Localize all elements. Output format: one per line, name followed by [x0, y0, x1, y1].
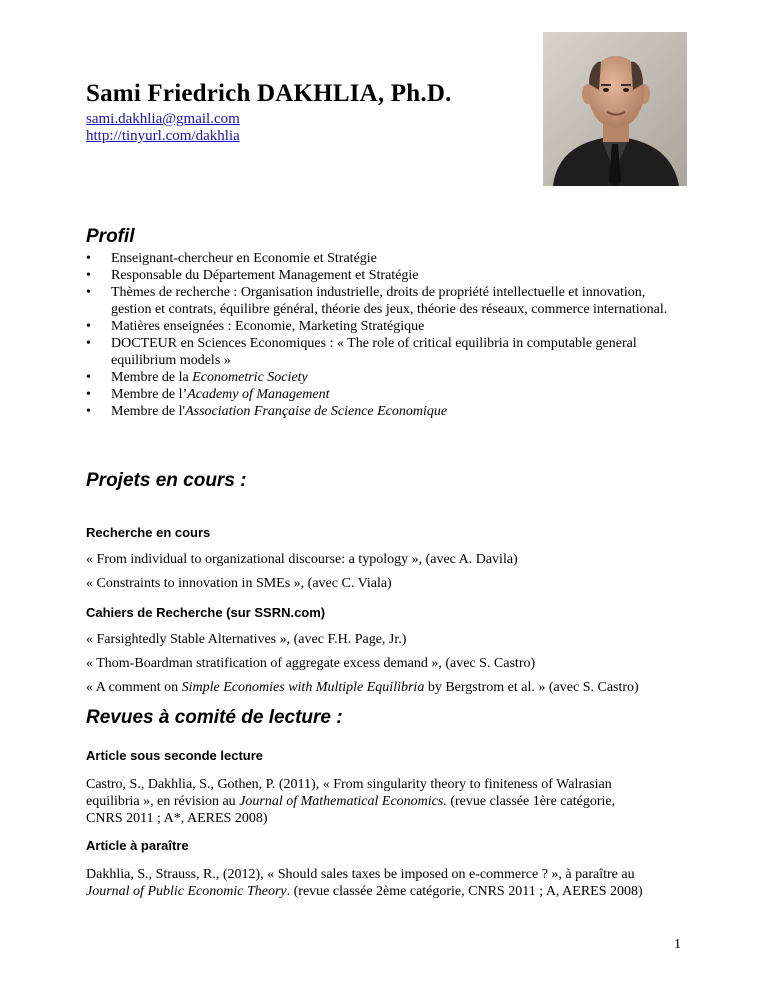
- list-item-prefix: Membre de l': [111, 404, 186, 419]
- text-segment: by Bergstrom et al. » (avec S. Castro): [424, 680, 639, 695]
- review-line: CNRS 2011 ; A*, AERES 2008): [86, 811, 268, 826]
- ongoing-item: « From individual to organizational discourse: a typology », (avec A. Davila): [86, 552, 518, 567]
- portrait-photo: [543, 32, 687, 186]
- subheading-ongoing-research: Recherche en cours: [86, 525, 211, 540]
- ongoing-item: « Constraints to innovation in SMEs », (avec C. Viala): [86, 576, 392, 591]
- list-item-prefix: Membre de la: [111, 370, 193, 385]
- journal-name: Journal of Mathematical Economics.: [239, 794, 447, 809]
- list-item-italic: Econometric Society: [192, 370, 308, 385]
- paper-item: « Thom-Boardman stratification of aggregate excess demand », (avec S. Castro): [86, 656, 536, 671]
- page-number: 1: [674, 937, 681, 952]
- list-item: • DOCTEUR en Sciences Economiques : « The role of critical equilibria in computable general equilibrium models »: [86, 335, 686, 369]
- paper-item: « Farsightedly Stable Alternatives », (avec F.H. Page, Jr.): [86, 632, 407, 647]
- list-item: [86, 369, 686, 386]
- homepage-link[interactable]: http://tinyurl.com/dakhlia: [86, 128, 240, 144]
- section-heading-journals: Revues à comité de lecture :: [86, 707, 343, 728]
- review-line: Castro, S., Dakhlia, S., Gothen, P. (2011), « From singularity theory to finiteness of Walrasian: [86, 777, 612, 792]
- paper-item: [86, 679, 696, 696]
- text-segment: equilibria », en révision au: [86, 794, 240, 809]
- text-segment: (revue classée 1ère catégorie,: [446, 794, 616, 809]
- text-segment-italic: Simple Economies with Multiple Equilibria: [181, 680, 425, 695]
- list-item-italic: Academy of Management: [187, 387, 330, 402]
- section-heading-projects: Projets en cours :: [86, 470, 247, 491]
- list-item: [86, 403, 686, 420]
- profile-list: [86, 250, 686, 420]
- text-segment: . (revue classée 2ème catégorie, CNRS 2011 ; A, AERES 2008): [286, 884, 643, 899]
- person-name: Sami Friedrich DAKHLIA, Ph.D.: [86, 80, 452, 107]
- list-item: • Responsable du Département Management et Stratégie: [86, 267, 686, 284]
- journal-name: Journal of Public Economic Theory: [86, 884, 287, 899]
- list-item: • Matières enseignées : Economie, Marketing Stratégique: [86, 318, 686, 335]
- subheading-forthcoming: Article à paraître: [86, 838, 189, 853]
- list-item-prefix: Membre de l’: [111, 387, 188, 402]
- list-item: • Thèmes de recherche : Organisation industrielle, droits de propriété intellectuelle et innovation, gestion et contrats, équilibre général, théorie des jeux, théorie des réseaux, commerce international.: [86, 284, 686, 318]
- forthcoming-line: Dakhlia, S., Strauss, R., (2012), « Should sales taxes be imposed on e-commerce ? », à paraître au: [86, 867, 635, 882]
- review-line: [86, 793, 696, 810]
- portrait-image: [543, 32, 687, 186]
- forthcoming-line: [86, 883, 696, 900]
- subheading-under-review: Article sous seconde lecture: [86, 748, 264, 763]
- list-item-italic: Association Française de Science Economique: [185, 404, 448, 419]
- list-item: • Enseignant-chercheur en Economie et Stratégie: [86, 250, 686, 267]
- section-heading-profile: Profil: [86, 226, 135, 247]
- text-segment: « A comment on: [86, 680, 182, 695]
- list-item: [86, 386, 686, 403]
- email-link[interactable]: sami.dakhlia@gmail.com: [86, 111, 240, 127]
- subheading-working-papers: Cahiers de Recherche (sur SSRN.com): [86, 605, 326, 620]
